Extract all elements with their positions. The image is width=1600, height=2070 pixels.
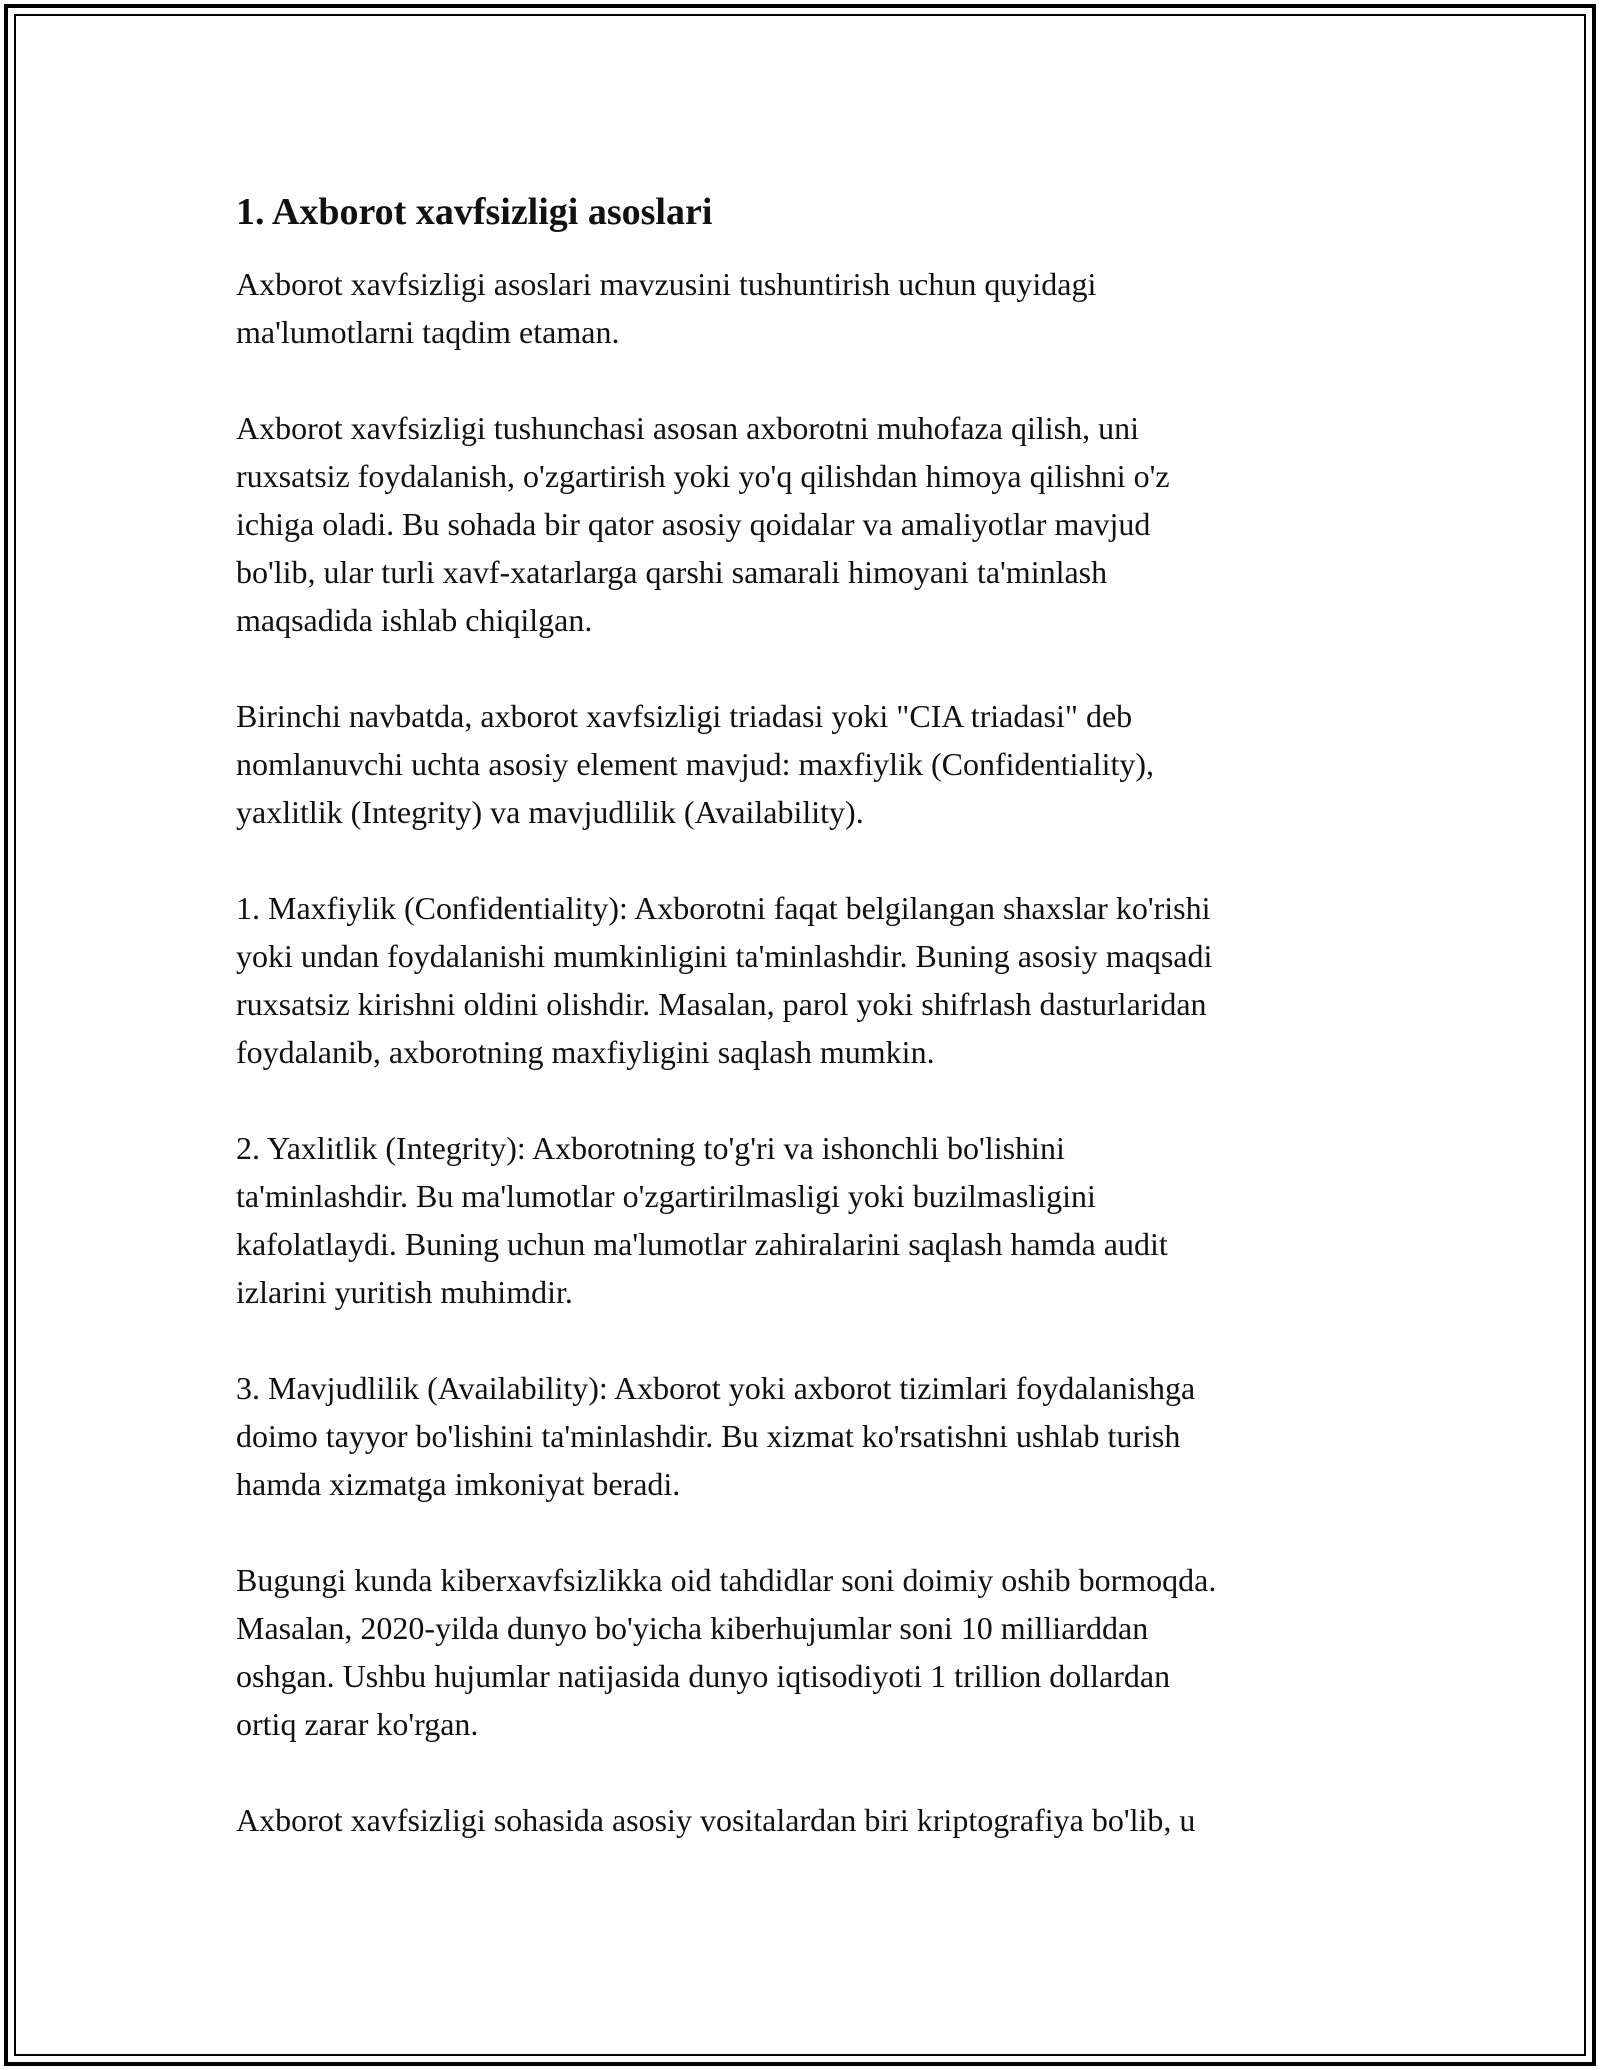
paragraph-intro: Axborot xavfsizligi asoslari mavzusini tushuntirish uchun quyidagi ma'lumotlarni taqdim etaman. bbox=[236, 266, 1097, 350]
paragraph-confidentiality: 1. Maxfiylik (Confidentiality): Axborotni faqat belgilangan shaxslar ko'rishi yoki undan foydalanishi mumkinligini ta'minlashdir. Buning asosiy maqsadi ruxsatsiz kirishni oldini olishdir. Masalan, parol yoki shifrlash dasturlaridan foydalanib, axborotning maxfiyligini saqlash mumkin. bbox=[236, 890, 1213, 1070]
paragraph-definition: Axborot xavfsizligi tushunchasi asosan axborotni muhofaza qilish, uni ruxsatsiz foydalanish, o'zgartirish yoki yo'q qilishdan himoya qilishni o'z ichiga oladi. Bu sohada bir qator asosiy qoidalar va amaliyotlar mavjud bo'lib, ular turli xavf-xatarlarga qarshi samarali himoyani ta'minlash maqsadida ishlab chiqilgan. bbox=[236, 410, 1170, 638]
paragraph-availability: 3. Mavjudlilik (Availability): Axborot yoki axborot tizimlari foydalanishga doimo tayyor bo'lishini ta'minlashdir. Bu xizmat ko'rsatishni ushlab turish hamda xizmatga imkoniyat beradi. bbox=[236, 1370, 1196, 1502]
section-heading: 1. Axborot xavfsizligi asoslari bbox=[236, 191, 713, 233]
document-body bbox=[236, 186, 1386, 1892]
paragraph-threat-statistics: Bugungi kunda kiberxavfsizlikka oid tahdidlar soni doimiy oshib bormoqda. Masalan, 2020-yilda dunyo bo'yicha kiberhujumlar soni 10 milliarddan oshgan. Ushbu hujumlar natijasida dunyo iqtisodiyoti 1 trillion dollardan ortiq zarar ko'rgan. bbox=[236, 1562, 1217, 1742]
paragraph-integrity: 2. Yaxlitlik (Integrity): Axborotning to'g'ri va ishonchli bo'lishini ta'minlashdir. Bu ma'lumotlar o'zgartirilmasligi yoki buzilmasligini kafolatlaydi. Buning uchun ma'lumotlar zahiralarini saqlash hamda audit izlarini yuritish muhimdir. bbox=[236, 1130, 1168, 1310]
paragraph-cia-triad: Birinchi navbatda, axborot xavfsizligi triadasi yoki "CIA triadasi" deb nomlanuvchi uchta asosiy element mavjud: maxfiylik (Confidentiality), yaxlitlik (Integrity) va mavjudlilik (Availability). bbox=[236, 698, 1155, 830]
paragraph-cryptography: Axborot xavfsizligi sohasida asosiy vositalardan biri kriptografiya bo'lib, u bbox=[236, 1802, 1196, 1838]
